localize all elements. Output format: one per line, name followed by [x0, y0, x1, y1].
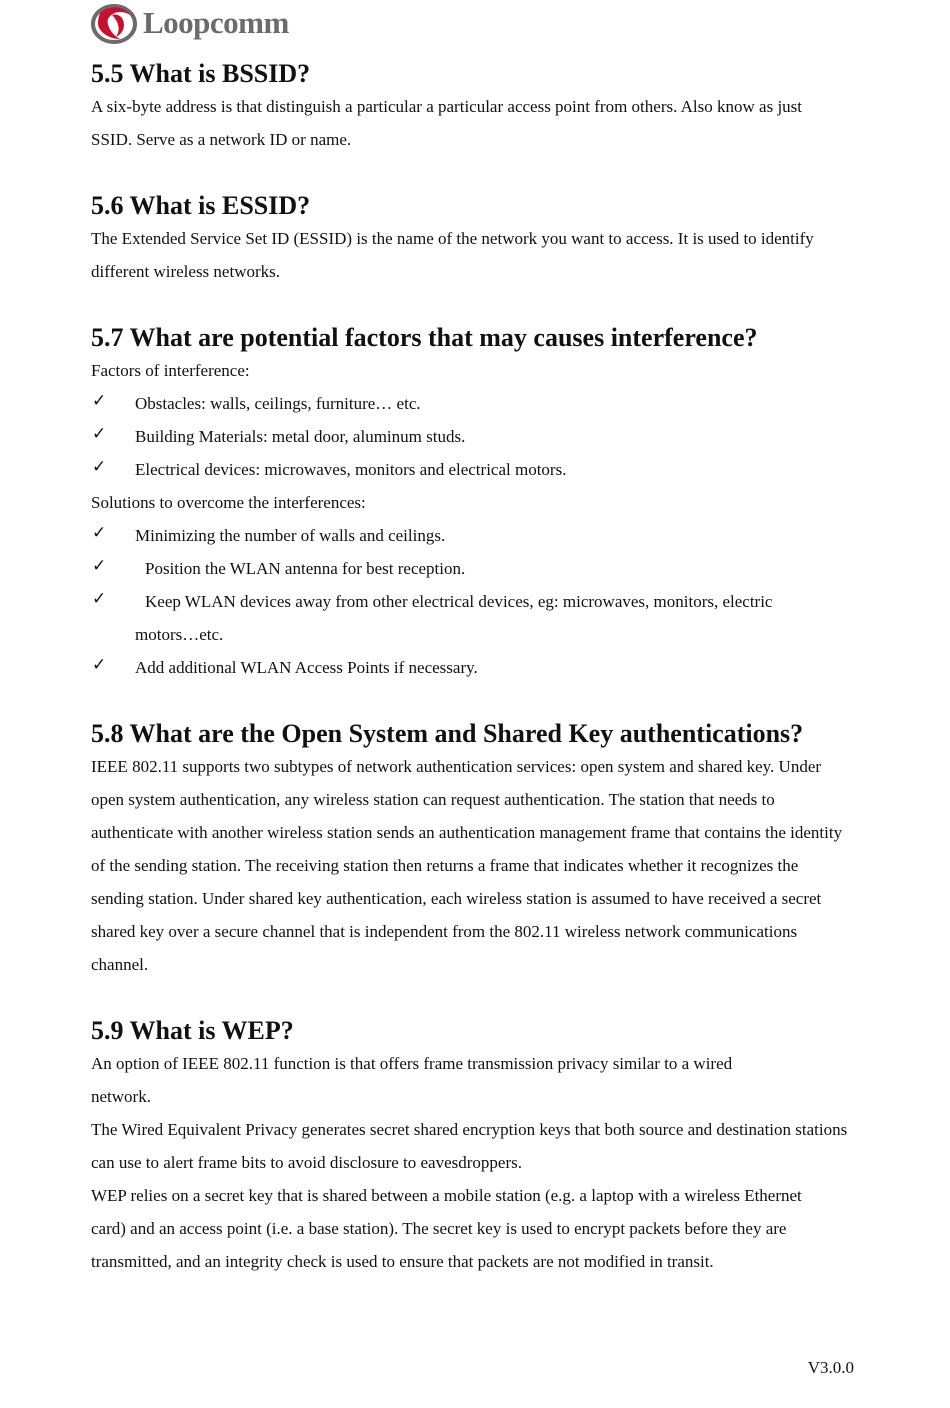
logo-text: Loopcomm — [143, 5, 289, 40]
check-icon: ✓ — [92, 457, 107, 477]
section-heading: 5.6 What is ESSID? — [91, 191, 311, 220]
check-icon: ✓ — [92, 523, 107, 543]
section-heading: 5.9 What is WEP? — [91, 1016, 294, 1045]
list-item — [91, 420, 861, 453]
section-wep — [91, 1014, 861, 1278]
check-icon: ✓ — [92, 589, 107, 609]
check-icon: ✓ — [92, 424, 107, 444]
list-item — [91, 651, 861, 684]
section-bssid — [91, 57, 861, 156]
list-item-text: Position the WLAN antenna for best reception. — [145, 559, 466, 578]
list-item — [91, 585, 861, 651]
list-item-text: Minimizing the number of walls and ceilings. — [135, 526, 446, 545]
list-item — [91, 552, 861, 585]
section-interference — [91, 321, 861, 684]
section-authentication — [91, 717, 861, 981]
check-icon: ✓ — [92, 655, 107, 675]
list-item — [91, 519, 861, 552]
section-heading: 5.7 What are potential factors that may causes interference? — [91, 323, 758, 352]
paragraph: The Extended Service Set ID (ESSID) is the name of the network you want to access. It is used to identify different wireless networks. — [91, 229, 814, 281]
version-label: V3.0.0 — [807, 1358, 854, 1377]
list-item — [91, 453, 861, 486]
list-item — [91, 387, 861, 420]
solutions-intro: Solutions to overcome the interferences: — [91, 493, 366, 512]
check-icon: ✓ — [92, 391, 107, 411]
document-body — [91, 57, 861, 1278]
section-heading: 5.8 What are the Open System and Shared Key authentications? — [91, 719, 804, 748]
list-item-text: Add additional WLAN Access Points if necessary. — [135, 658, 478, 677]
paragraph: The Wired Equivalent Privacy generates secret shared encryption keys that both source and destination stations can use to alert frame bits to avoid disclosure to eavesdroppers. — [91, 1120, 848, 1172]
section-heading: 5.5 What is BSSID? — [91, 59, 311, 88]
loopcomm-logo-icon — [90, 1, 140, 45]
factors-list — [91, 387, 861, 486]
list-item-text: Building Materials: metal door, aluminum studs. — [135, 427, 466, 446]
paragraph: A six-byte address is that distinguish a particular a particular access point from others. Also know as just SSID. Serve as a network ID or name. — [91, 97, 803, 149]
check-icon: ✓ — [92, 556, 107, 576]
company-logo — [90, 0, 289, 46]
list-item-text-continued: motors…etc. — [135, 625, 224, 644]
section-essid — [91, 189, 861, 288]
list-item-text: Keep WLAN devices away from other electrical devices, eg: microwaves, monitors, electric — [145, 592, 773, 611]
factors-intro: Factors of interference: — [91, 361, 250, 380]
paragraph: IEEE 802.11 supports two subtypes of network authentication services: open system and shared key. Under open system authentication, any wireless station can request authentication. The station that needs to authenticate with another wireless station sends an authentication management frame that contains the identity of the sending station. The receiving station then returns a frame that indicates whether it recognizes the sending station. Under shared key authentication, each wireless station is assumed to have received a secret shared key over a secure channel that is independent from the 802.11 wireless network communications channel. — [91, 757, 843, 974]
paragraph: An option of IEEE 802.11 function is that offers frame transmission privacy similar to a wired network. — [91, 1054, 733, 1106]
list-item-text: Obstacles: walls, ceilings, furniture… etc. — [135, 394, 421, 413]
solutions-list — [91, 519, 861, 684]
paragraph: WEP relies on a secret key that is shared between a mobile station (e.g. a laptop with a wireless Ethernet card) and an access point (i.e. a base station). The secret key is used to encrypt packets before they are transmitted, and an integrity check is used to ensure that packets are not modified in transit. — [91, 1186, 802, 1271]
list-item-text: Electrical devices: microwaves, monitors and electrical motors. — [135, 460, 567, 479]
